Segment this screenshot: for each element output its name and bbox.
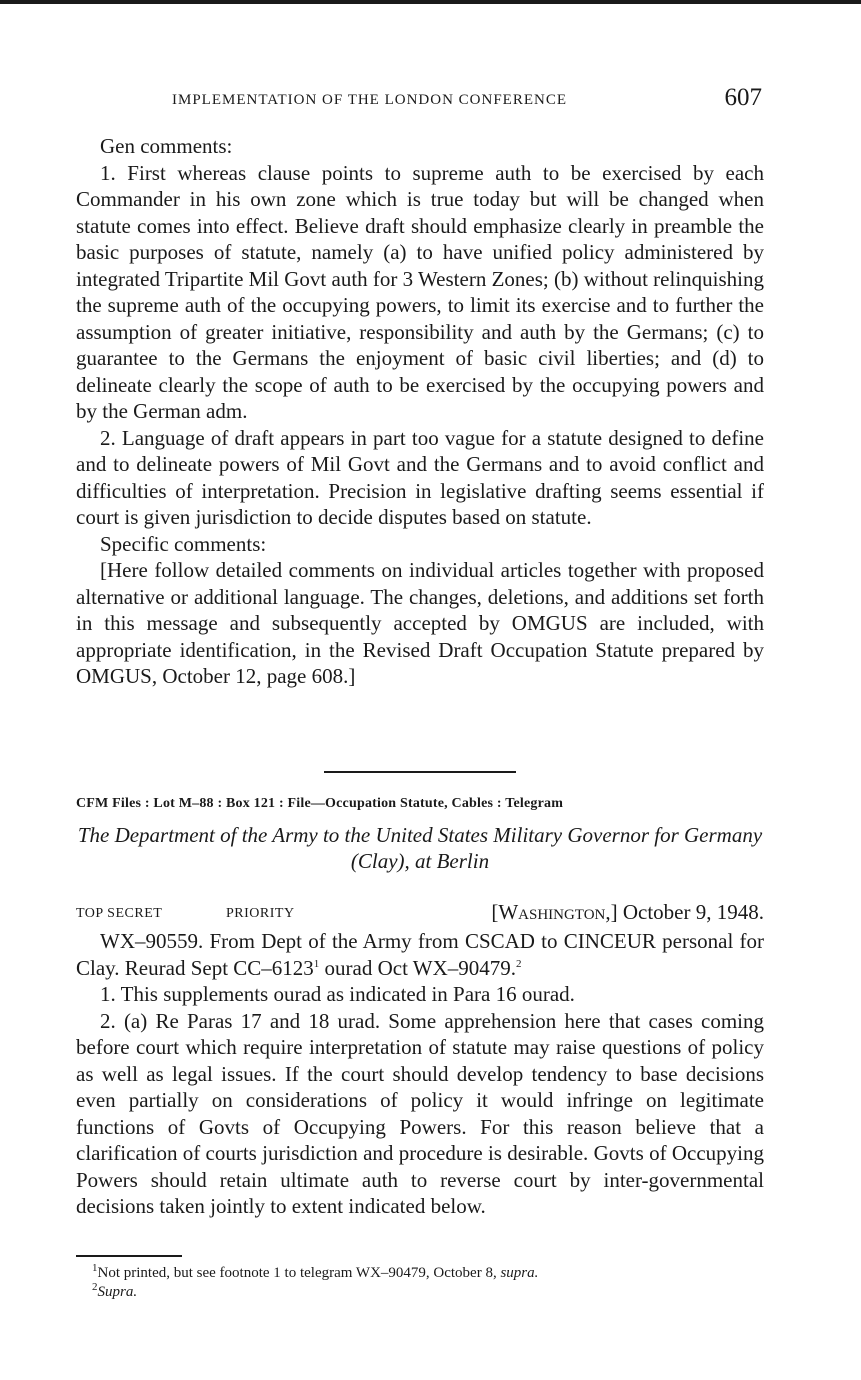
footnotes — [92, 1264, 764, 1302]
telegram-paragraph-2: 2. (a) Re Paras 17 and 18 urad. Some apprehension here that cases coming before court which require interpretation of statute may raise questions of policy as well as legal issues. If the court should develop tendency to base decisions even partially on considerations of policy it would infringe on legitimate functions of Govts of Occupying Powers. For this reason believe that a clarification of courts jurisdiction and procedure is desirable. Govts of Occupying Powers should retain ultimate auth to reverse court by inter-governmental decisions taken jointly to extent indicated below. — [76, 1008, 764, 1218]
classification-label: TOP SECRET — [76, 906, 163, 921]
date-label: October 9, 1948. — [622, 900, 764, 924]
document-title: The Department of the Army to the United States Military Governor for Germany (Clay), at Berlin — [77, 823, 763, 873]
footnote-2-italic: Supra. — [97, 1284, 138, 1300]
paragraph-2: 2. Language of draft appears in part too vague for a statute designed to define and to delineate powers of Mil Govt and the Germans and to avoid conflict and difficulties of interpretation. Precision in legislative drafting seems essential if court is given jurisdiction to decide disputes based on statute. — [76, 425, 764, 529]
paragraph-1: 1. First whereas clause points to supreme auth to be exercised by each Commander in his own zone which is true today but will be changed when statute comes into effect. Believe draft should emphasize clearly in preamble the basic purposes of statute, namely (a) to have unified policy administered by integrated Tripartite Mil Govt auth for 3 Western Zones; (b) without relinquishing the supreme auth of the occupying powers, to limit its exercise and to further the assumption of greater initiative, responsibility and auth by the Germans; (c) to guarantee to the Germans the enjoyment of basic civil liberties; and (d) to delineate clearly the scope of auth to be exercised by the occupying powers and by the German adm. — [76, 160, 764, 423]
footnote-2 — [92, 1283, 764, 1302]
gen-comments-heading: Gen comments: — [100, 134, 233, 158]
section-general-comments — [76, 133, 764, 690]
section-divider — [324, 771, 516, 773]
source-citation: CFM Files : Lot M–88 : Box 121 : File—Occupation Statute, Cables : Telegram — [76, 796, 564, 811]
telegram-body — [76, 928, 764, 1220]
running-head — [76, 84, 764, 118]
specific-comments-heading: Specific comments: — [100, 531, 267, 556]
footnote-rule — [76, 1255, 182, 1257]
footnote-marker-2: 2 — [92, 1281, 98, 1293]
dateline — [491, 900, 764, 925]
telegram-paragraph-1: 1. This supplements ourad as indicated in Para 16 ourad. — [100, 982, 575, 1006]
telegram-paragraph-intro — [76, 928, 764, 981]
running-head-title: IMPLEMENTATION OF THE LONDON CONFERENCE — [172, 92, 568, 108]
priority-label: PRIORITY — [226, 906, 295, 921]
page-number: 607 — [724, 84, 762, 111]
footnote-ref-2[interactable]: 2 — [516, 957, 522, 970]
top-rule — [0, 0, 861, 4]
footnote-1-text: Not printed, but see footnote 1 to telegram WX–90479, October 8, — [97, 1265, 501, 1281]
telegram-intro-text-2: ourad Oct WX–90479. — [319, 955, 517, 980]
paragraph-editorial-note: [Here follow detailed comments on individual articles together with proposed alternative or additional language. The changes, deletions, and additions set forth in this message and subsequently accepted by OMGUS are included, with appropriate identification, in the Revised Draft Occupation Statute prepared by OMGUS, October 12, page 608.] — [76, 558, 764, 688]
footnote-marker-1: 1 — [92, 1262, 98, 1274]
telegram-intro-text: WX–90559. From Dept of the Army from CSCAD to CINCEUR personal for Clay. Reurad Sept CC–6123 — [76, 929, 764, 980]
place-label: [Washington,] — [491, 900, 618, 924]
telegram-header — [76, 900, 764, 926]
footnote-ref-1[interactable]: 1 — [313, 957, 320, 970]
footnote-1 — [92, 1264, 764, 1283]
footnote-1-italic: supra. — [500, 1265, 539, 1281]
